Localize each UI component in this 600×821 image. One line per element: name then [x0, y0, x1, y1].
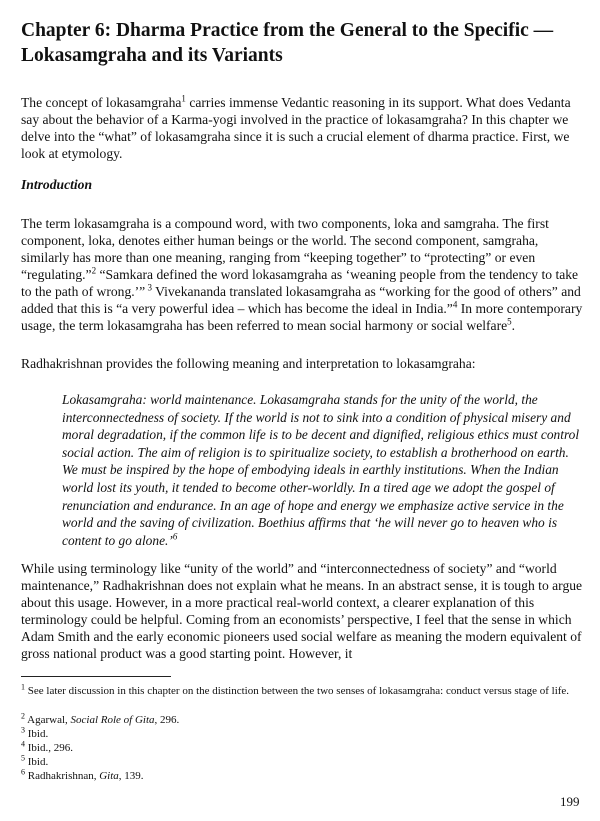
footnote-2: $^2$ Agarwal, Social Role of Gita, 296.	[21, 711, 180, 726]
page-number: 199	[560, 794, 580, 809]
footnote-1: $^1$ See later discussion in this chapter on the distinction between the two senses of lokasamgraha: conduct versus stage of life.	[21, 682, 570, 697]
block-quote: Lokasamgraha: world maintenance. Lokasamgraha stands for the unity of the world, the interconnectedness of society. If the world is not to sink into a condition of physical misery and moral degradation, if the common life is to be decent and dignified, religious ethics must control social action. The aim of religion is to spiritualize society, to establish a brotherhood on earth. We must be inspired by the hope of embodying ideals in earthly institutions. When the Indian world lost its youth, it tended to become other-worldly. In a tired age we adopt the gospel of renunciation and endurance. In an age of hope and energy we emphasize active service in the world and the saving of civilization. Boethius affirms that ‘he will never go to heaven who is content to go alone.’$^6$	[62, 392, 580, 548]
footnote-ref-6[interactable]: 6	[172, 531, 178, 542]
footnote-separator	[21, 676, 171, 677]
intro-paragraph: The concept of lokasamgraha$^1$ carries immense Vedantic reasoning in its support. What does Vedanta say about the behavior of a Karma-yogi involved in the practice of lokasamgraha? In this chapter we delve into the “what” of lokasamgraha since it is such a crucial element of dharma practice. First, we look at etymology.	[21, 93, 571, 161]
chapter-title-line1: Chapter 6: Dharma Practice from the General to the Specific —	[21, 20, 554, 41]
radhakrishnan-intro: Radhakrishnan provides the following meaning and interpretation to lokasamgraha:	[21, 356, 476, 371]
section-heading-introduction: Introduction	[21, 177, 93, 192]
chapter-title	[21, 18, 581, 68]
chapter-title-line2: Lokasamgraha and its Variants	[21, 45, 283, 66]
footnote-ref-2[interactable]: 2	[91, 265, 97, 276]
footnote-4: $^4$ Ibid., 296.	[21, 739, 73, 754]
closing-paragraph: While using terminology like “unity of the world” and “interconnectedness of society” and “world maintenance,” Radhakrishnan does not explain what he means. In an abstract sense, it is tough to argue about this usage. However, in a more practical real-world context, a clearer explanation of this terminology could be helpful. Coming from an economists’ perspective, I feel that the sense in which Adam Smith and the early economic pioneers used social welfare as meaning the modern equivalent of gross national product was a good starting point. However, it	[21, 561, 583, 661]
footnote-ref-1[interactable]: 1	[181, 93, 186, 104]
footnote-6: $^6$ Radhakrishnan, Gita, 139.	[21, 767, 144, 782]
etymology-paragraph: The term lokasamgraha is a compound word, with two components, loka and samgraha. The first component, loka, denotes either human beings or the world. The second component, samgraha, similarly has more than one meaning, ranging from “keeping together” to “protecting” or even “regulating.”$^2$ “Samkara defined the word lokasamgraha as ‘weaning people from the tendency to take to the path of wrong.’” $^3$ Vivekananda translated lokasamgraha as “working for the good of others” and added that this is “a very powerful idea – which has become the ideal in India.”$^4$ In more contemporary usage, the term lokasamgraha has been referred to mean social harmony or social welfare$^5$.	[21, 216, 583, 333]
footnote-5: $^5$ Ibid.	[21, 753, 49, 768]
footnote-ref-5[interactable]: 5	[507, 316, 512, 327]
footnote-3: $^3$ Ibid.	[21, 725, 49, 740]
footnote-ref-3[interactable]: 3	[145, 282, 152, 293]
footnote-ref-4[interactable]: 4	[452, 299, 458, 310]
